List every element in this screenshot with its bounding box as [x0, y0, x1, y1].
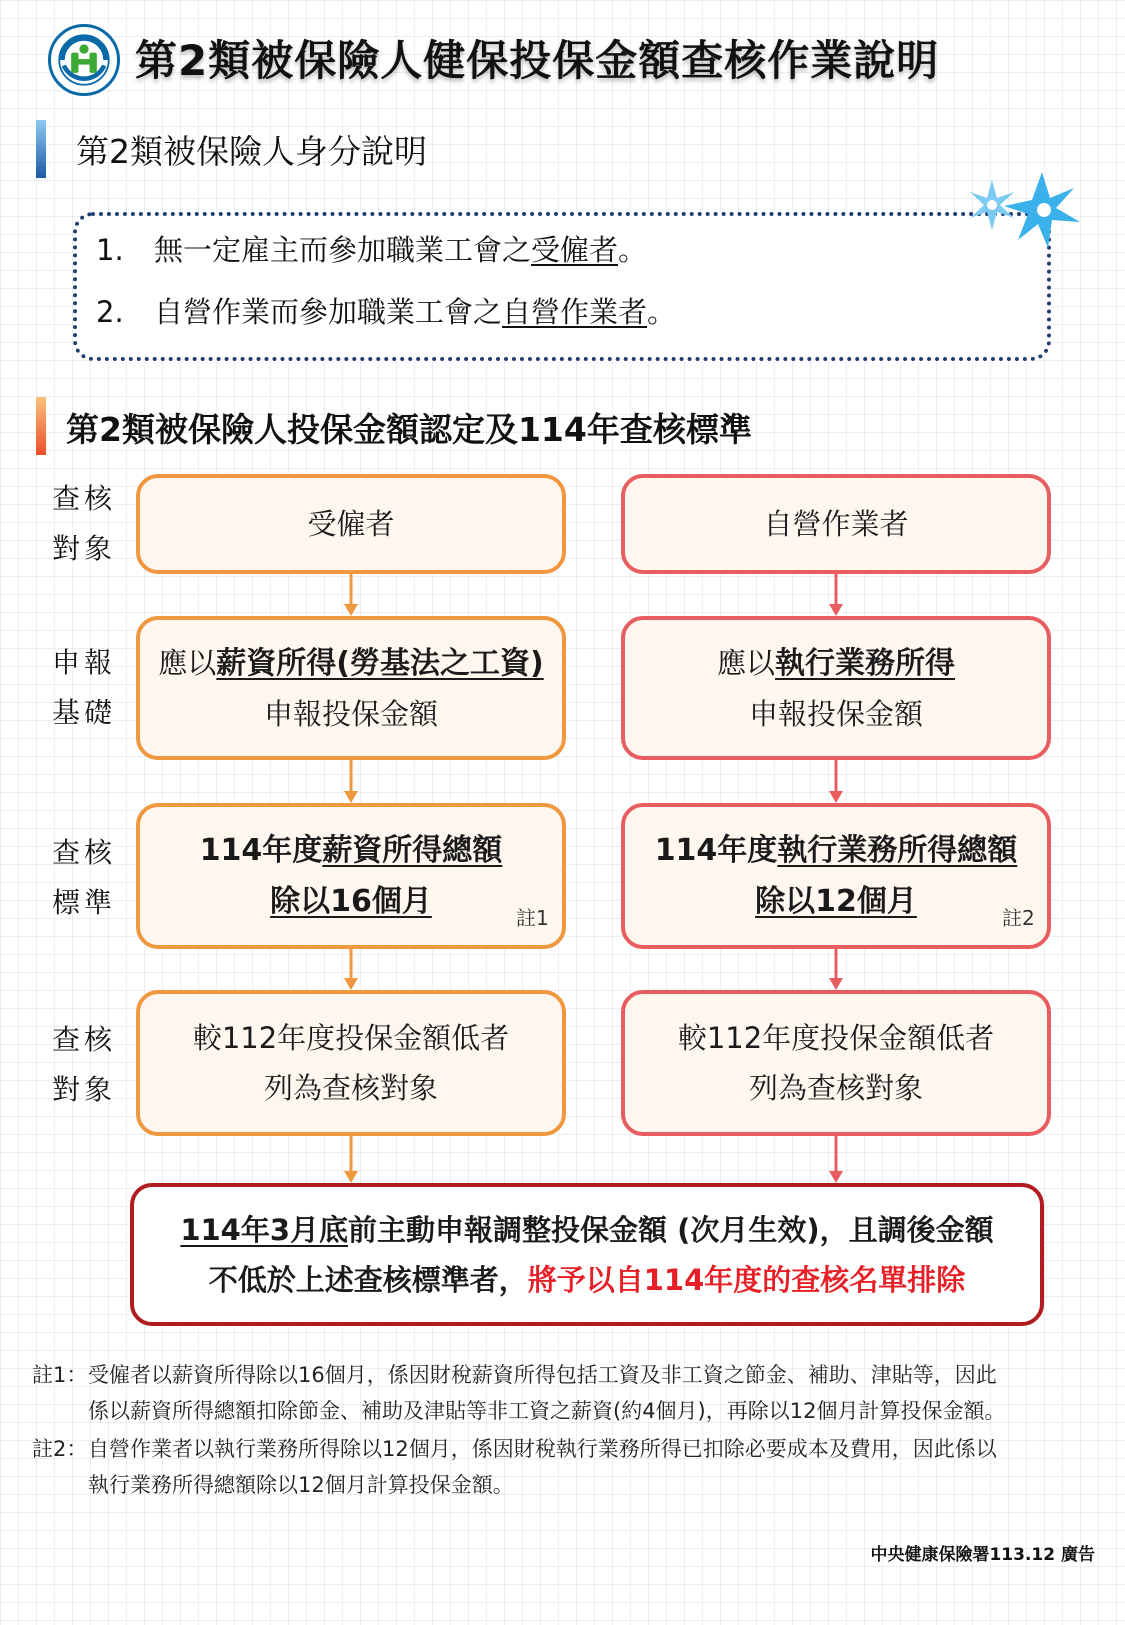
sparkle-icon: [962, 168, 1102, 268]
footnote-2: [32, 1431, 1062, 1503]
row-label-line: 對象: [52, 532, 117, 565]
right-compare-box: [621, 990, 1051, 1136]
footnote-text: 係以薪資所得總額扣除節金、補助及津貼等非工資之薪資(約4個月)，再除以12個月計算投保金額。: [88, 1399, 1006, 1423]
row-label-line: 對象: [52, 1073, 117, 1106]
section2-accent-bar: [36, 397, 46, 455]
left-standard-line2: [270, 876, 432, 927]
left-compare-line1: 較112年度投保金額低者: [192, 1021, 510, 1055]
standard-emphasis: 執行業務所得總額: [777, 833, 1018, 868]
item-number: 2.: [96, 295, 124, 329]
flow-arrow: [826, 949, 846, 990]
left-standard-box: [136, 803, 566, 949]
flow-arrow: [826, 1136, 846, 1183]
left-basis-box: [136, 616, 566, 760]
right-standard-line2: [755, 876, 917, 927]
left-target-box: [136, 474, 566, 574]
item-text: 自營作業而參加職業工會之: [154, 295, 503, 329]
basis-emphasis: 執行業務所得: [775, 645, 955, 681]
footnote-label: 註2：: [32, 1437, 88, 1461]
left-target-text: 受僱者: [307, 507, 395, 541]
right-target-box: [621, 474, 1051, 574]
row-label-audit: [52, 1015, 118, 1115]
nhi-logo-graphic: [51, 27, 117, 93]
exclusion-result: 將予以自114年度的查核名單排除: [527, 1262, 966, 1297]
standard-divisor: 除以12個月: [755, 884, 917, 919]
item-emphasis: 受僱者: [531, 233, 619, 267]
right-note-ref: 註2: [1002, 906, 1035, 930]
item-suffix: 。: [618, 233, 648, 267]
basis-prefix: 應以: [716, 645, 775, 680]
standard-divisor: 除以16個月: [270, 884, 432, 919]
item-number: 1.: [96, 233, 124, 267]
standard-prefix: 114年度: [199, 833, 323, 868]
footnote-label: 註1：: [32, 1363, 88, 1387]
left-compare-box: [136, 990, 566, 1136]
flow-arrow: [341, 949, 361, 990]
row-label-standard: [52, 828, 118, 928]
section2-title: 第2類被保險人投保金額認定及114年查核標準: [66, 410, 752, 449]
standard-emphasis: 薪資所得總額: [322, 833, 503, 868]
row-label-target: [52, 474, 118, 574]
flow-arrow: [341, 760, 361, 803]
row-label-basis: [52, 638, 118, 738]
exclusion-box: [130, 1183, 1044, 1326]
exclusion-line1-rest: 前主動申報調整投保金額 (次月生效)，且調後金額: [348, 1212, 994, 1247]
left-basis-line2: 申報投保金額: [263, 696, 438, 731]
left-standard-line1: [200, 825, 503, 876]
standard-prefix: 114年度: [654, 833, 778, 868]
row-label-line: 申報: [52, 646, 117, 679]
right-basis-box: [621, 616, 1051, 760]
section1-accent-bar: [36, 120, 46, 178]
basis-emphasis: 薪資所得(勞基法之工資): [216, 645, 544, 681]
deadline-emphasis: 114年3月底: [180, 1212, 349, 1247]
exclusion-condition: 不低於上述查核標準者，: [208, 1262, 528, 1297]
item-suffix: 。: [647, 295, 677, 329]
basis-prefix: 應以: [158, 645, 217, 680]
right-target-text: 自營作業者: [763, 507, 909, 541]
flow-arrow: [341, 1136, 361, 1183]
row-label-line: 查核: [52, 836, 117, 869]
right-basis-line1: [717, 638, 955, 689]
right-compare-line1: 較112年度投保金額低者: [677, 1021, 995, 1055]
right-standard-line1: [655, 825, 1018, 876]
item-emphasis: 自營作業者: [502, 295, 648, 329]
flow-arrow: [826, 574, 846, 616]
left-basis-line1: [158, 638, 543, 689]
footnote-text: 自營作業者以執行業務所得除以12個月，係因財稅執行業務所得已扣除必要成本及費用，因此係以: [88, 1437, 997, 1461]
nhi-logo: [48, 24, 120, 96]
identity-item-2: [96, 290, 676, 331]
right-compare-line2: 列為查核對象: [748, 1071, 923, 1105]
exclusion-line2: [209, 1255, 966, 1305]
left-compare-line2: 列為查核對象: [263, 1071, 438, 1105]
identity-item-1: [96, 228, 647, 269]
page-title: 第2類被保險人健保投保金額查核作業說明: [135, 36, 940, 85]
row-label-line: 查核: [52, 482, 117, 515]
footnote-text: 執行業務所得總額除以12個月計算投保金額。: [88, 1473, 514, 1497]
right-standard-box: [621, 803, 1051, 949]
item-text: 無一定雇主而參加職業工會之: [154, 233, 532, 267]
left-note-ref: 註1: [516, 906, 549, 930]
footnote-text: 受僱者以薪資所得除以16個月，係因財稅薪資所得包括工資及非工資之節金、補助、津貼等，因此: [88, 1363, 997, 1387]
row-label-line: 基礎: [52, 696, 117, 729]
right-basis-line2: 申報投保金額: [748, 696, 923, 731]
footnote-1: [32, 1357, 1062, 1429]
sparkle-decoration: [962, 168, 1102, 268]
flow-arrow: [826, 760, 846, 803]
row-label-line: 查核: [52, 1023, 117, 1056]
flow-arrow: [341, 574, 361, 616]
section1-title: 第2類被保險人身分說明: [76, 132, 427, 171]
publisher-footer: 中央健康保險署113.12 廣告: [870, 1545, 1095, 1565]
exclusion-line1: [180, 1205, 993, 1255]
row-label-line: 標準: [52, 886, 117, 919]
